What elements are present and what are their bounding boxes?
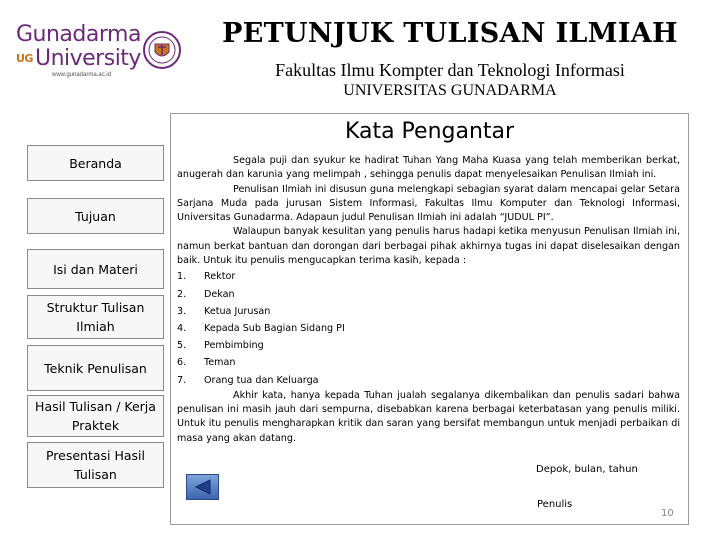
- list-item: 3. Ketua Jurusan: [177, 305, 271, 317]
- content-panel: [170, 113, 689, 525]
- university-seal-icon: [142, 30, 182, 70]
- signature-label: Penulis: [537, 499, 573, 510]
- page-title: PETUNJUK TULISAN ILMIAH: [222, 18, 678, 49]
- section-title: Kata Pengantar: [344, 119, 515, 144]
- list-item: 6. Teman: [177, 357, 236, 369]
- institution-name: UNIVERSITAS GUNADARMA: [343, 82, 557, 99]
- triangle-left-icon: [194, 479, 212, 495]
- preface-body: [177, 154, 680, 446]
- thanks-list: [177, 268, 680, 388]
- nav-button-teknik-penulisan[interactable]: Teknik Penulisan: [27, 345, 164, 391]
- logo-line2: University: [34, 46, 141, 71]
- list-item: 5. Pembimbing: [177, 340, 264, 352]
- logo-url: www.gunadarma.ac.id: [52, 72, 112, 78]
- list-item: 1. Rektor: [177, 271, 236, 283]
- nav-button-tujuan[interactable]: Tujuan: [27, 198, 164, 234]
- list-item: 7. Orang tua dan Keluarga: [177, 374, 319, 386]
- logo-line1: Gunadarma: [16, 22, 141, 47]
- nav-button-hasil-tulisan[interactable]: Hasil Tulisan / Kerja Praktek: [27, 395, 164, 437]
- nav-button-isi-dan-materi[interactable]: Isi dan Materi: [27, 249, 164, 289]
- nav-button-struktur-tulisan-ilmiah[interactable]: Struktur Tulisan Ilmiah: [27, 295, 164, 339]
- nav-button-beranda[interactable]: Beranda: [27, 145, 164, 181]
- place-date: Depok, bulan, tahun: [536, 464, 638, 475]
- preface-paragraph-3: Walaupun banyak kesulitan yang penulis harus hadapi ketika menyusun Penulisan Ilmiah ini, namun berkat bantuan dan dorongan dari berbagai pihak akhirnya tugas ini dapat diselesaikan dengan baik. Untuk itu penulis mengucapkan terima kasih, kepada :: [177, 226, 680, 267]
- logo-ug: UG: [16, 52, 33, 65]
- nav-button-presentasi-hasil-tulisan[interactable]: Presentasi Hasil Tulisan: [27, 442, 164, 488]
- list-item: 4. Kepada Sub Bagian Sidang PI: [177, 322, 345, 334]
- list-item: 2. Dekan: [177, 288, 235, 300]
- preface-paragraph-2: Penulisan Ilmiah ini disusun guna melengkapi sebagian syarat dalam mencapai gelar Setara Sarjana Muda pada jurusan Sistem Informasi, Fakultas Ilmu Komputer dan Teknologi Informasi, Universitas Gunadarma. Adapaun judul Penulisan Ilmiah ini adalah “JUDUL PI”.: [177, 183, 680, 224]
- preface-paragraph-1: Segala puji dan syukur ke hadirat Tuhan Yang Maha Kuasa yang telah memberikan berkat, anugerah dan karunia yang melimpah , sehingga penulis dapat menyelesaikan Penulisan Ilmiah ini.: [177, 155, 680, 181]
- back-button[interactable]: [186, 474, 219, 500]
- page-number: 10: [661, 508, 674, 519]
- faculty-subtitle: Fakultas Ilmu Kompter dan Teknologi Informasi: [275, 60, 625, 80]
- university-logo: [14, 18, 164, 82]
- preface-paragraph-4: Akhir kata, hanya kepada Tuhan jualah segalanya dikembalikan dan penulis sadari bahwa penulisan ini masih jauh dari sempurna, disebabkan karena berbagai keterbatasan yang penulis miliki. Untuk itu penulis mengharapkan kritik dan saran yang bersifat membangun untuk menjadi perbaikan di masa yang akan datang.: [177, 389, 680, 444]
